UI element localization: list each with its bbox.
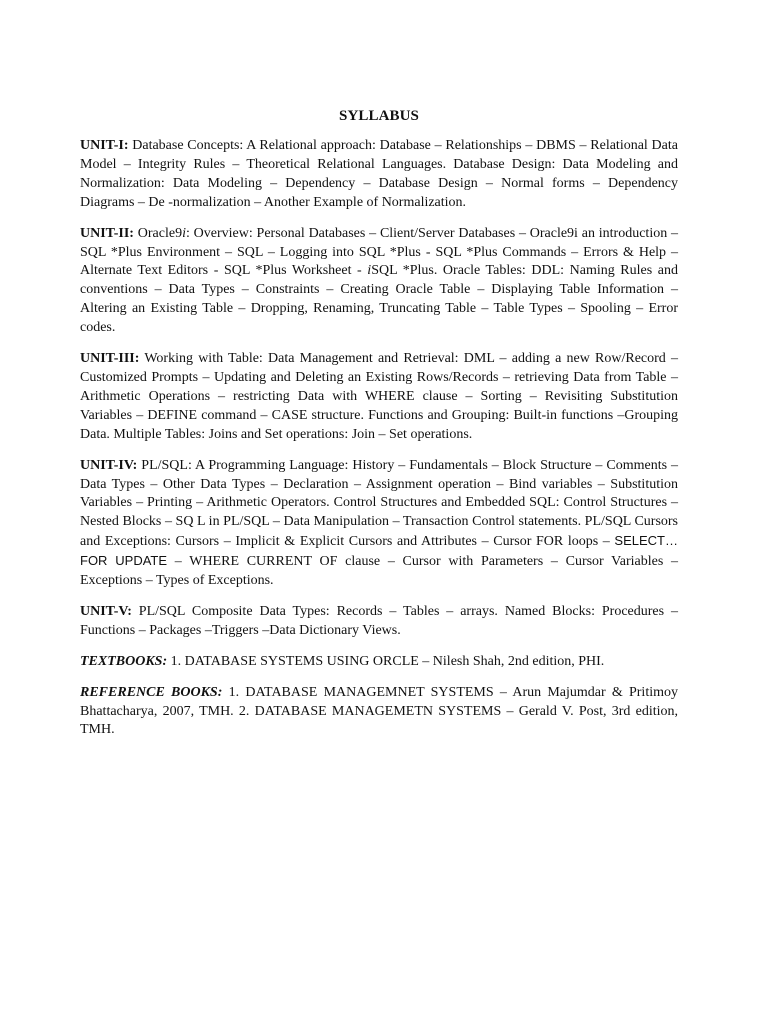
reference-books-text: 1. DATABASE MANAGEMNET SYSTEMS – Arun Majumdar & Pritimoy Bhattacharya, 2007, TMH. 2. DATABASE MANAGEMETN SYSTEMS – Gerald V. Post, 3rd edition, TMH. xyxy=(80,684,678,738)
unit-2-text-part1: : Overview: Personal Databases – Client/Server Databases – Oracle9i an introduction – SQL *Plus Environment – SQL – Logging into SQL *Plus - SQL *Plus Commands – Errors & Help – Alternate Text Editors - SQL *Plus Worksheet - xyxy=(80,225,679,279)
unit-4-label: UNIT-IV: xyxy=(80,457,138,473)
unit-2-oracle-italic-i: i xyxy=(182,225,186,241)
unit-5-text: PL/SQL Composite Data Types: Records – Tables – arrays. Named Blocks: Procedures – Functions – Packages –Triggers –Data Dictionary Views. xyxy=(80,603,678,638)
reference-books-paragraph xyxy=(80,684,678,741)
unit-3-text: Working with Table: Data Management and Retrieval: DML – adding a new Row/Record – Customized Prompts – Updating and Deleting an Existing Rows/Records – retrieving Data from Table – Arithmetic Operations – restricting Data with WHERE clause – Sorting – Revisiting Substitution Variables – DEFINE command – CASE structure. Functions and Grouping: Built-in functions –Grouping Data. Multiple Tables: Joins and Set operations: Join – Set operations. xyxy=(80,351,678,442)
unit-2-label: UNIT-II: xyxy=(80,225,134,241)
page-title: SYLLABUS xyxy=(339,108,419,124)
unit-2-oracle-prefix: Oracle9 xyxy=(137,225,183,241)
unit-3-paragraph xyxy=(80,350,678,445)
unit-5-paragraph xyxy=(80,603,678,641)
unit-1-label: UNIT-I: xyxy=(80,138,129,153)
unit-2-text-part2: SQL *Plus. Oracle Tables: DDL: Naming Rules and conventions – Data Types – Constraints – Creating Oracle Table – Displaying Table Information – Altering an Existing Table – Dropping, Renaming, Truncating Table – Table Types – Spooling – Error codes. xyxy=(80,263,679,336)
reference-books-label: REFERENCE BOOKS: xyxy=(80,684,223,700)
unit-1-text: Database Concepts: A Relational approach: Database – Relationships – DBMS – Relational Data Model – Integrity Rules – Theoretical Relational Languages. Database Design: Data Modeling and Normalization: Data Modeling – Dependency – Database Design – Normal forms – Dependency Diagrams – De -normalization – Another Example of Normalization. xyxy=(80,138,678,210)
unit-2-isql-italic-i: i xyxy=(367,263,372,279)
syllabus-page xyxy=(80,106,678,752)
unit-2-paragraph xyxy=(80,225,678,338)
unit-1-paragraph xyxy=(80,137,678,213)
textbooks-label: TEXTBOOKS: xyxy=(80,653,168,669)
unit-4-text-part2: – WHERE CURRENT OF clause – Cursor with Parameters – Cursor Variables – Exceptions – Types of Exceptions. xyxy=(80,554,678,589)
unit-4-paragraph xyxy=(80,457,678,591)
unit-4-text-part1: PL/SQL: A Programming Language: History – Fundamentals – Block Structure – Comments – Data Types – Other Data Types – Declaration – Assignment operation – Bind variables – Substitution Variables – Printing – Arithmetic Operators. Control Structures and Embedded SQL: Control Structures – Nested Blocks – SQ L in PL/SQL – Data Manipulation – Transaction Control statements. PL/SQL Cursors and Exceptions: Cursors – Implicit & Explicit Cursors and Attributes – Cursor FOR loops – xyxy=(80,457,679,550)
textbooks-text: 1. DATABASE SYSTEMS USING ORCLE – Nilesh Shah, 2nd edition, PHI. xyxy=(170,653,605,669)
unit-3-label: UNIT-III: xyxy=(80,351,140,367)
unit-4-select-for-update: SELECT…FOR UPDATE xyxy=(80,533,678,569)
unit-5-label: UNIT-V: xyxy=(80,603,132,619)
textbooks-paragraph xyxy=(80,653,678,672)
